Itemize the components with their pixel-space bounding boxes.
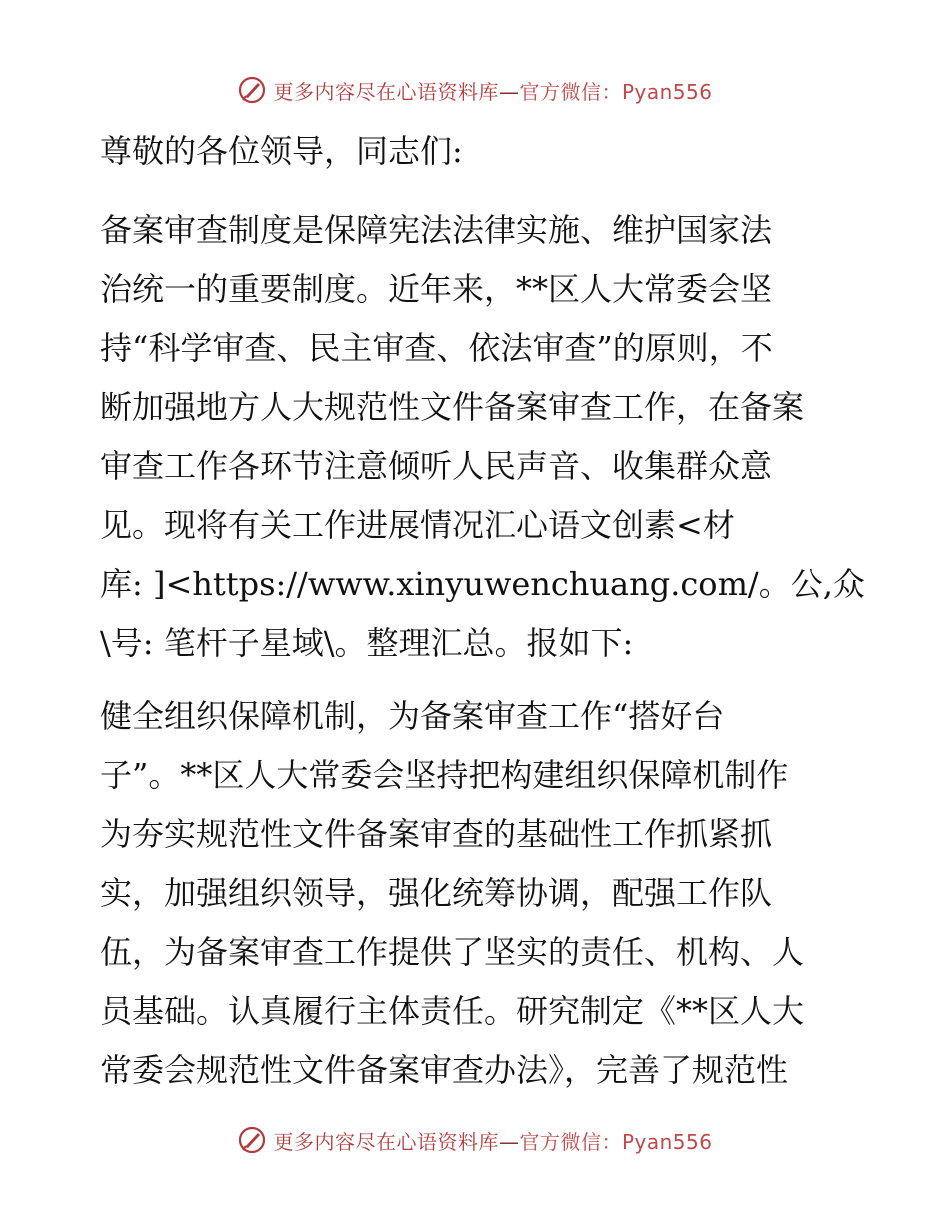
watermark-contact: 官方微信：Pyan556: [519, 1129, 713, 1154]
footer-watermark: [0, 1120, 950, 1160]
text-line: 库: ]<https://www.xinyuwenchuang.com/。公,众: [100, 565, 865, 603]
feather-pen-logo-icon: [237, 75, 267, 105]
text-line: 子”。**区人大常委会坚持把构建组织保障机制作: [100, 756, 789, 794]
paragraph-1: [100, 201, 865, 673]
text-line: 持“科学审查、民主审查、依法审查”的原则，不: [100, 329, 773, 367]
watermark-group: [237, 75, 712, 105]
text-line: 见。现将有关工作进展情况汇心语文创素<材: [100, 506, 735, 544]
watermark-site: 更多内容尽在心语资料库: [273, 79, 499, 104]
document-body: [100, 122, 865, 1114]
watermark-site: 更多内容尽在心语资料库: [273, 1129, 499, 1154]
text-line: 健全组织保障机制，为备案审查工作“搭好台: [100, 697, 725, 735]
text-line: 实，加强组织领导，强化统筹协调，配强工作队: [100, 874, 773, 912]
watermark-dash: —: [498, 79, 520, 104]
text-line: 为夯实规范性文件备案审查的基础性工作抓紧抓: [100, 815, 773, 853]
header-watermark: [0, 70, 950, 110]
text-line: 断加强地方人大规范性文件备案审查工作，在备案: [100, 388, 805, 426]
text-line: 备案审查制度是保障宪法法律实施、维护国家法: [100, 211, 773, 249]
watermark-group: [237, 1125, 712, 1155]
greeting: [100, 122, 860, 181]
watermark-contact: 官方微信：Pyan556: [519, 79, 713, 104]
watermark-text: [273, 1126, 712, 1155]
paragraph-2: [100, 687, 860, 1100]
text-line: 审查工作各环节注意倾听人民声音、收集群众意: [100, 447, 773, 485]
feather-pen-logo-icon: [237, 1125, 267, 1155]
text-line: 常委会规范性文件备案审查办法》，完善了规范性: [100, 1051, 789, 1089]
watermark-text: [273, 76, 712, 105]
text-line: 治统一的重要制度。近年来，**区人大常委会坚: [100, 270, 773, 308]
text-line: \号: 笔杆子星域\。整理汇总。报如下:: [100, 624, 634, 662]
watermark-dash: —: [498, 1129, 520, 1154]
text-line: 员基础。认真履行主体责任。研究制定《**区人大: [100, 992, 805, 1030]
text-line: 伍，为备案审查工作提供了坚实的责任、机构、人: [100, 933, 805, 971]
greeting-line: 尊敬的各位领导，同志们:: [100, 132, 463, 170]
